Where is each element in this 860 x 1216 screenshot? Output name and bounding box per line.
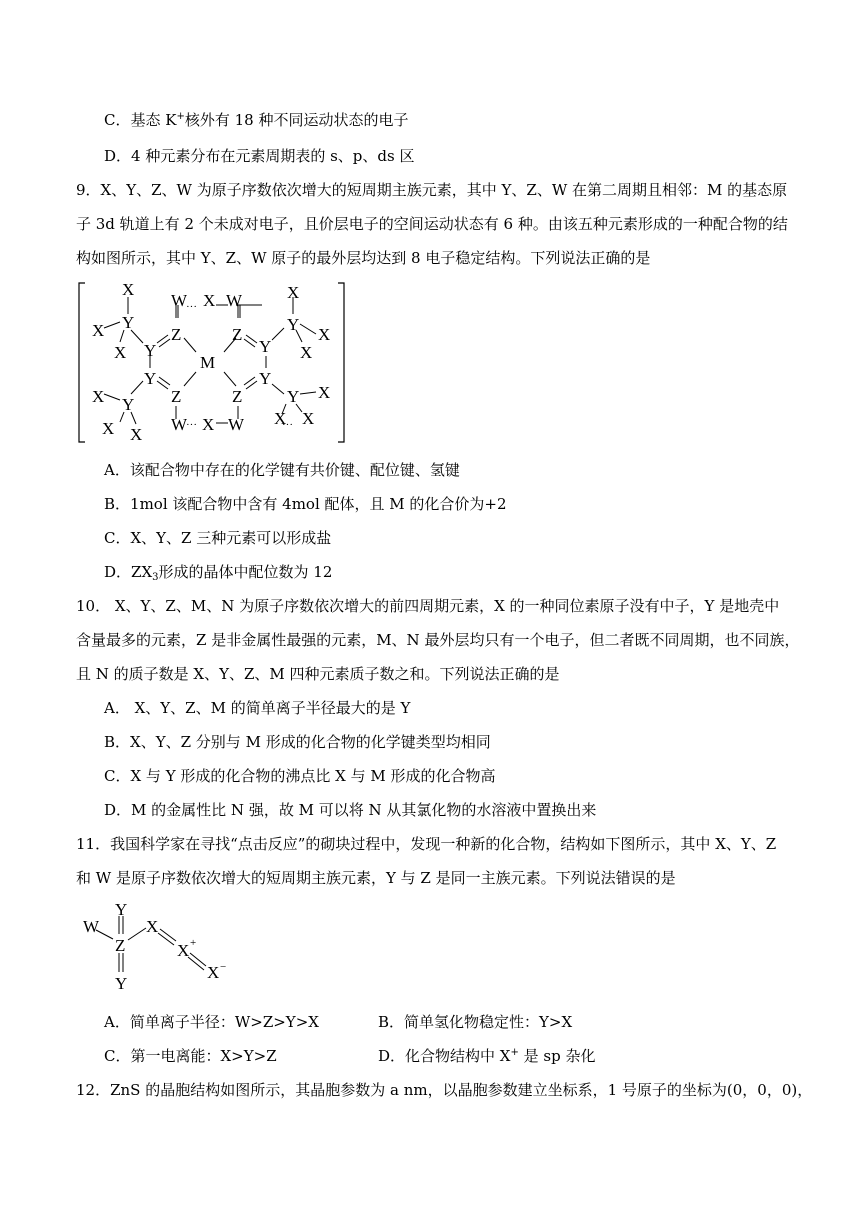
atom-z: Z [115, 936, 126, 955]
right-bracket [338, 283, 344, 442]
q9-option-d [104, 562, 332, 582]
atom-z: Z [171, 387, 182, 406]
atom-x: X [318, 383, 331, 402]
left-bracket [79, 283, 85, 442]
plus-charge: + [190, 937, 197, 949]
q9-option-d-text: D．ZX [104, 563, 153, 581]
q8-option-c-rest: 核外有 18 种不同运动状态的电子 [184, 111, 409, 129]
hbond-bottom: ··· [186, 419, 197, 431]
atom-w: W [226, 291, 243, 310]
atom-x: X [92, 321, 105, 340]
atom-x: X [287, 283, 300, 302]
q11-option-d [378, 1046, 595, 1066]
q8-option-d: D．4 种元素分布在元素周期表的 s、p、ds 区 [104, 147, 415, 165]
atom-x: X [102, 419, 115, 438]
q9-stem-line2: 子 3d 轨道上有 2 个未成对电子，且价层电子的空间运动状态有 6 种。由该五种元素形成的一种配合物的结 [76, 215, 788, 233]
atom-x: X [114, 343, 127, 362]
atom-x: X [203, 291, 216, 310]
atom-m: M [200, 353, 216, 372]
k-ion-charge: + [176, 111, 185, 122]
q10-option-d: D．M 的金属性比 N 强，故 M 可以将 N 从其氯化物的水溶液中置换出来 [104, 801, 597, 819]
hbond-bottom-right: ··· [282, 419, 293, 431]
atom-w: W [228, 415, 245, 434]
q11-stem-line2: 和 W 是原子序数依次增大的短周期主族元素，Y 与 Z 是同一主族元素。下列说法错误的是 [76, 869, 676, 887]
q11-option-b: B．简单氢化物稳定性：Y>X [378, 1013, 573, 1031]
atom-x: X [202, 415, 215, 434]
q11-option-d-text: D．化合物结构中 X [378, 1047, 511, 1065]
x-plus-charge: + [510, 1047, 519, 1058]
minus-charge: − [220, 961, 227, 973]
q10-option-c: C．X 与 Y 形成的化合物的沸点比 X 与 M 形成的化合物高 [104, 767, 496, 785]
atom-z: Z [171, 325, 182, 344]
q8-option-c-text: C．基态 K [104, 111, 177, 129]
q9-option-b: B．1mol 该配合物中含有 4mol 配体，且 M 的化合价为+2 [104, 495, 507, 513]
atom-y: Y [287, 315, 300, 334]
q9-stem-line1: 9．X、Y、Z、W 为原子序数依次增大的短周期主族元素，其中 Y、Z、W 在第二周期且相邻：M 的基态原 [76, 181, 788, 199]
atom-y: Y [122, 313, 135, 332]
atom-y: Y [115, 900, 128, 919]
atom-x: X [92, 387, 105, 406]
q9-complex-structure [76, 280, 348, 446]
atom-z: Z [232, 387, 243, 406]
atom-x: X [122, 280, 135, 299]
q9-option-a: A．该配合物中存在的化学键有共价键、配位键、氢键 [104, 461, 460, 479]
atom-x: X [146, 917, 159, 936]
atom-x: X [274, 409, 287, 428]
q11-option-c: C．第一电离能：X>Y>Z [104, 1047, 277, 1065]
q11-option-a: A．简单离子半径：W>Z>Y>X [104, 1013, 319, 1031]
q9-option-d-rest: 形成的晶体中配位数为 12 [158, 563, 333, 581]
atom-y: Y [144, 369, 157, 388]
q9-option-c: C．X、Y、Z 三种元素可以形成盐 [104, 529, 332, 547]
atom-x: X [130, 425, 143, 444]
q11-option-d-rest: 是 sp 杂化 [518, 1047, 596, 1065]
q11-compound-structure [80, 900, 240, 992]
atom-y: Y [115, 974, 128, 992]
q10-stem-line2: 含量最多的元素，Z 是非金属性最强的元素，M、N 最外层均只有一个电子，但二者既不同周期，也不同族， [76, 631, 800, 649]
q10-stem-line1: 10． X、Y、Z、M、N 为原子序数依次增大的前四周期元素，X 的一种同位素原子没有中子，Y 是地壳中 [76, 597, 780, 615]
complex-structure-svg [76, 280, 348, 446]
atom-x: X [300, 343, 313, 362]
atom-w: W [171, 291, 188, 310]
compound-atoms [83, 900, 226, 992]
atom-y: Y [259, 369, 272, 388]
q8-option-c [104, 110, 408, 130]
atom-y: Y [259, 337, 272, 356]
q10-option-b: B．X、Y、Z 分别与 M 形成的化合物的化学键类型均相同 [104, 733, 491, 751]
subscript-3: 3 [152, 572, 159, 583]
q10-stem-line3: 且 N 的质子数是 X、Y、Z、M 四种元素质子数之和。下列说法正确的是 [76, 665, 560, 683]
hbond-top: ··· [186, 301, 197, 313]
atom-y: Y [287, 387, 300, 406]
atom-x-minus: X [207, 963, 220, 982]
atom-x: X [302, 409, 315, 428]
atom-x: X [318, 325, 331, 344]
q10-option-a: A． X、Y、Z、M 的简单离子半径最大的是 Y [104, 699, 411, 717]
atom-z: Z [232, 325, 243, 344]
atom-x-plus: X [177, 941, 190, 960]
atom-w: W [171, 415, 188, 434]
q11-stem-line1: 11．我国科学家在寻找“点击反应”的砌块过程中，发现一种新的化合物，结构如下图所示，其中 X、Y、Z [76, 835, 777, 853]
q12-stem-line1: 12．ZnS 的晶胞结构如图所示，其晶胞参数为 a nm，以晶胞参数建立坐标系，1 号原子的坐标为(0，0，0)， [76, 1081, 813, 1099]
q9-stem-line3: 构如图所示，其中 Y、Z、W 原子的最外层均达到 8 电子稳定结构。下列说法正确的是 [76, 249, 651, 267]
compound-structure-svg [80, 900, 240, 992]
atom-y: Y [144, 341, 157, 360]
atom-y: Y [122, 395, 135, 414]
atom-w: W [83, 917, 100, 936]
